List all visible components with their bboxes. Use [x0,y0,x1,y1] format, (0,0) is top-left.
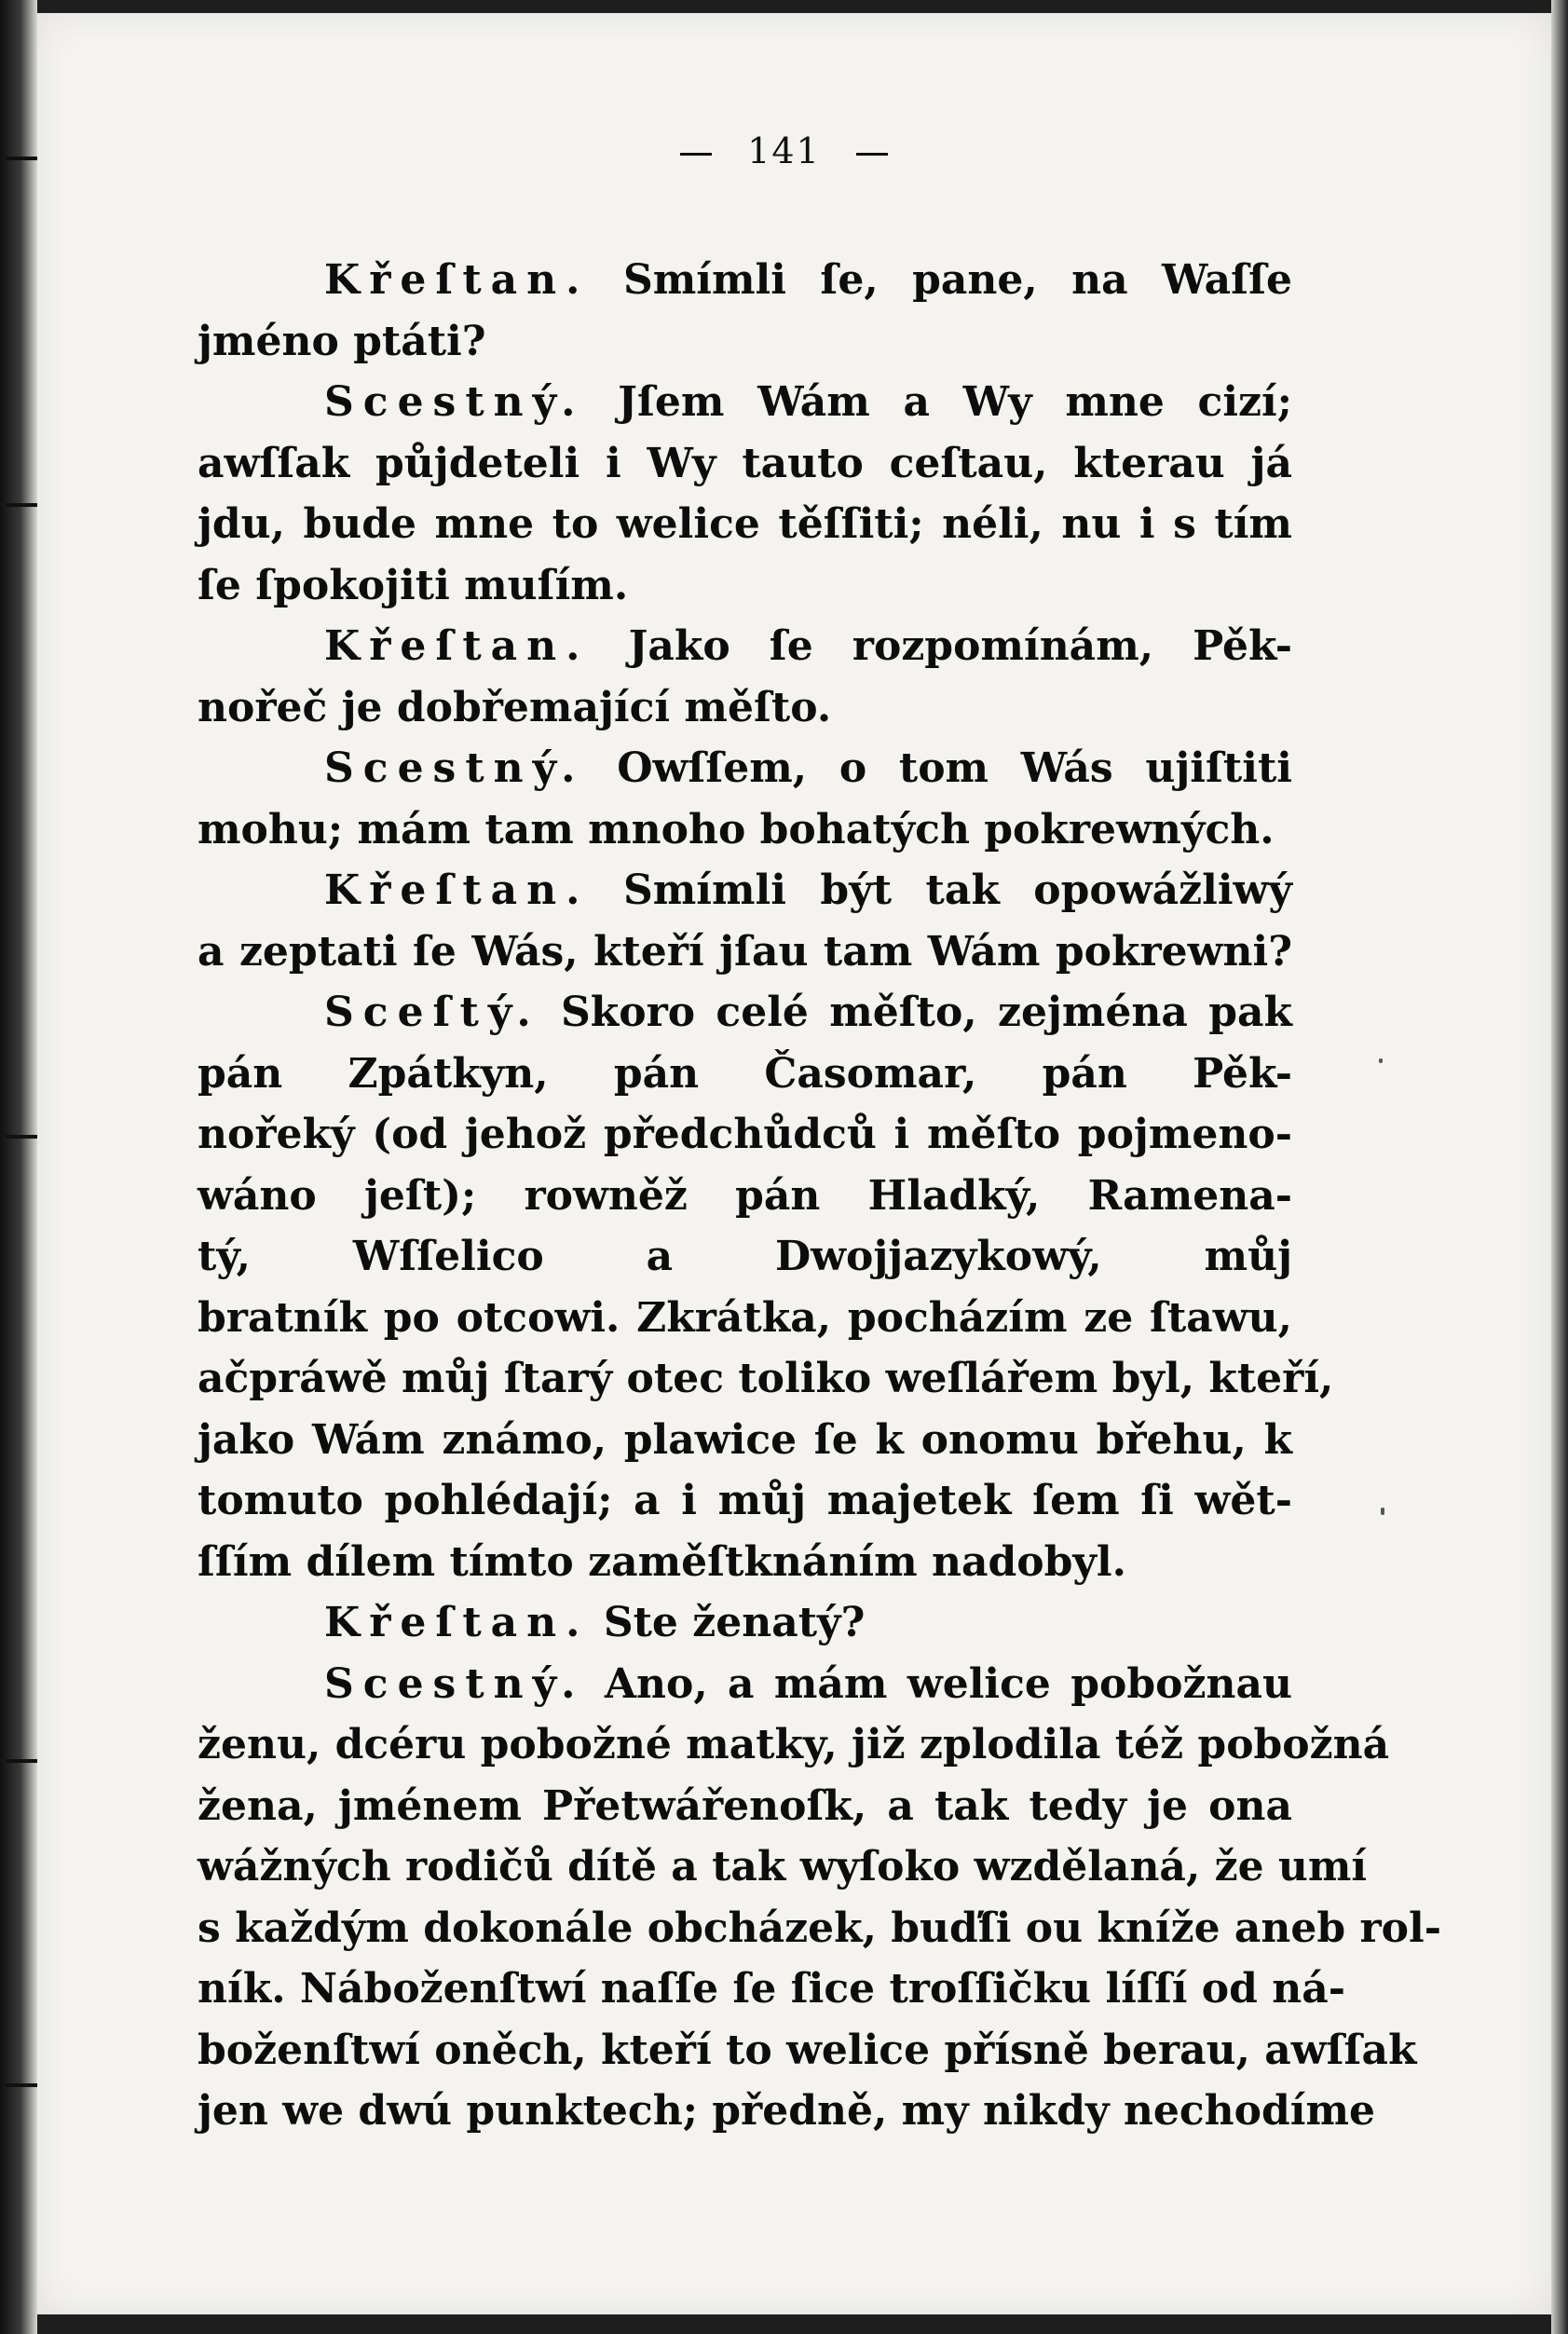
speaker-line [198,982,1292,1044]
book-binding-edge [0,0,37,2334]
line-text: jen we dwú punktech; předně, my nikdy nechodíme [198,2087,1376,2135]
speaker-name: Scestný. [324,744,585,792]
line-text: tomuto pohlédají; a i můj majetek ſem ſi wět- [198,1477,1292,1524]
line-text: bratník po otcowi. Zkrátka, pocházím ze ſtawu, [198,1293,1292,1342]
text-line [198,311,1292,373]
line-text: Smímli ſe, pane, na Waſſe [622,256,1292,304]
text-line [198,1104,1292,1166]
line-text: Skoro celé měſto, zejména pak [560,989,1292,1036]
line-text: žena, jménem Přetwářenoſk, a tak tedy je ona [198,1781,1292,1830]
speaker-name: Scestný. [324,1659,585,1708]
text-line [198,1044,1292,1105]
line-text: jdu, bude mne to welice těſſiti; néli, nu i s tím [198,500,1292,548]
text-line [198,1898,1441,1959]
text-line [198,1532,1292,1593]
binding-mark [6,503,37,507]
body-text [198,250,1441,2142]
line-text: mohu; mám tam mnoho bohatých pokrewných. [198,805,1275,853]
speaker-line [198,372,1292,433]
line-text: Smímli být tak opowážliwý [622,867,1292,914]
speaker-name: Křeſtan. [324,867,590,914]
page-number-dash-right [856,153,888,156]
ink-speck [1381,1508,1384,1515]
line-text: s každým dokonále obcházek, buďſi ou kníže aneb rol- [198,1904,1441,1952]
page-right-edge [1551,0,1568,2334]
line-text: tý, Wſſelico a Dwojjazykowý, můj [198,1233,1292,1280]
line-text: ačpráwě můj ſtarý otec toliko weſlářem byl, kteří, [198,1355,1334,1402]
line-text: Jſem Wám a Wy mne cizí; [618,378,1293,426]
line-text: nořeký (od jehož předchůdců i měſto pojmeno- [198,1111,1292,1158]
line-text: ſe ſpokojiti muſím. [198,561,629,609]
speaker-line [198,1592,1292,1654]
speaker-name: Scestný. [324,378,585,426]
text-line [198,1714,1390,1776]
text-line [198,1959,1345,2020]
page-number-dash-left [680,153,712,156]
speaker-name: Křeſtan. [324,622,590,670]
text-line [198,555,1292,617]
line-text: pán Zpátkyn, pán Časomar, pán Pěk- [198,1049,1292,1098]
text-line [198,799,1292,861]
binding-mark [6,1135,37,1139]
line-text: Ste ženatý? [603,1599,866,1646]
text-line [198,1226,1292,1288]
page-number [0,130,1568,171]
text-line [198,1776,1292,1837]
line-text: Jako ſe rozpomínám, Pěk- [628,622,1292,670]
line-text: awſſak půjdeteli i Wy tauto ceſtau, kterau já [198,439,1292,487]
text-line [198,1348,1334,1410]
speaker-name: Křeſtan. [324,256,590,304]
speaker-line [198,616,1292,677]
text-line [198,1288,1292,1349]
text-line [198,1836,1368,1898]
line-text: wáno jeſt); rowněž pán Hladký, Ramena- [198,1171,1292,1220]
line-text: jméno ptáti? [198,317,486,365]
text-line [198,1166,1292,1227]
speaker-line [198,860,1292,921]
speaker-name: Křeſtan. [324,1599,590,1646]
text-line [198,2081,1376,2142]
line-text: Ano, a mám welice pobožnau [604,1659,1292,1708]
speaker-line [198,250,1292,311]
line-text: a zeptati ſe Wás, kteří jſau tam Wám pokrewni? [198,927,1292,976]
line-text: wážných rodičů dítě a tak wyſoko wzdělaná, že umí [198,1843,1368,1890]
binding-mark [6,2083,37,2087]
text-line [198,433,1292,495]
line-text: nořeč je dobřemající měſto. [198,683,832,731]
binding-mark [6,1759,37,1763]
speaker-line [198,1654,1292,1715]
text-line [198,2020,1417,2081]
line-text: Owſſem, o tom Wás ujiſtiti [617,744,1292,792]
text-line [198,494,1292,555]
line-text: ſſím dílem tímto zaměſtknáním nadobyl. [198,1537,1126,1586]
line-text: ník. Náboženſtwí naſſe ſe ſice troſſičku líſſí od ná- [198,1965,1345,2013]
ink-speck [1379,1058,1383,1063]
line-text: jako Wám známo, plawice ſe k onomu břehu, k [198,1415,1292,1464]
text-line [198,1410,1292,1471]
text-line [198,677,1292,739]
page-number-value: 141 [747,130,821,171]
text-line [198,921,1292,983]
speaker-line [198,738,1292,799]
line-text: boženſtwí oněch, kteří to welice přísně berau, awſſak [198,2026,1417,2074]
speaker-name: Sceſtý. [324,989,540,1036]
text-line [198,1470,1292,1532]
line-text: ženu, dcéru pobožné matky, již zplodila též pobožná [198,1721,1390,1768]
